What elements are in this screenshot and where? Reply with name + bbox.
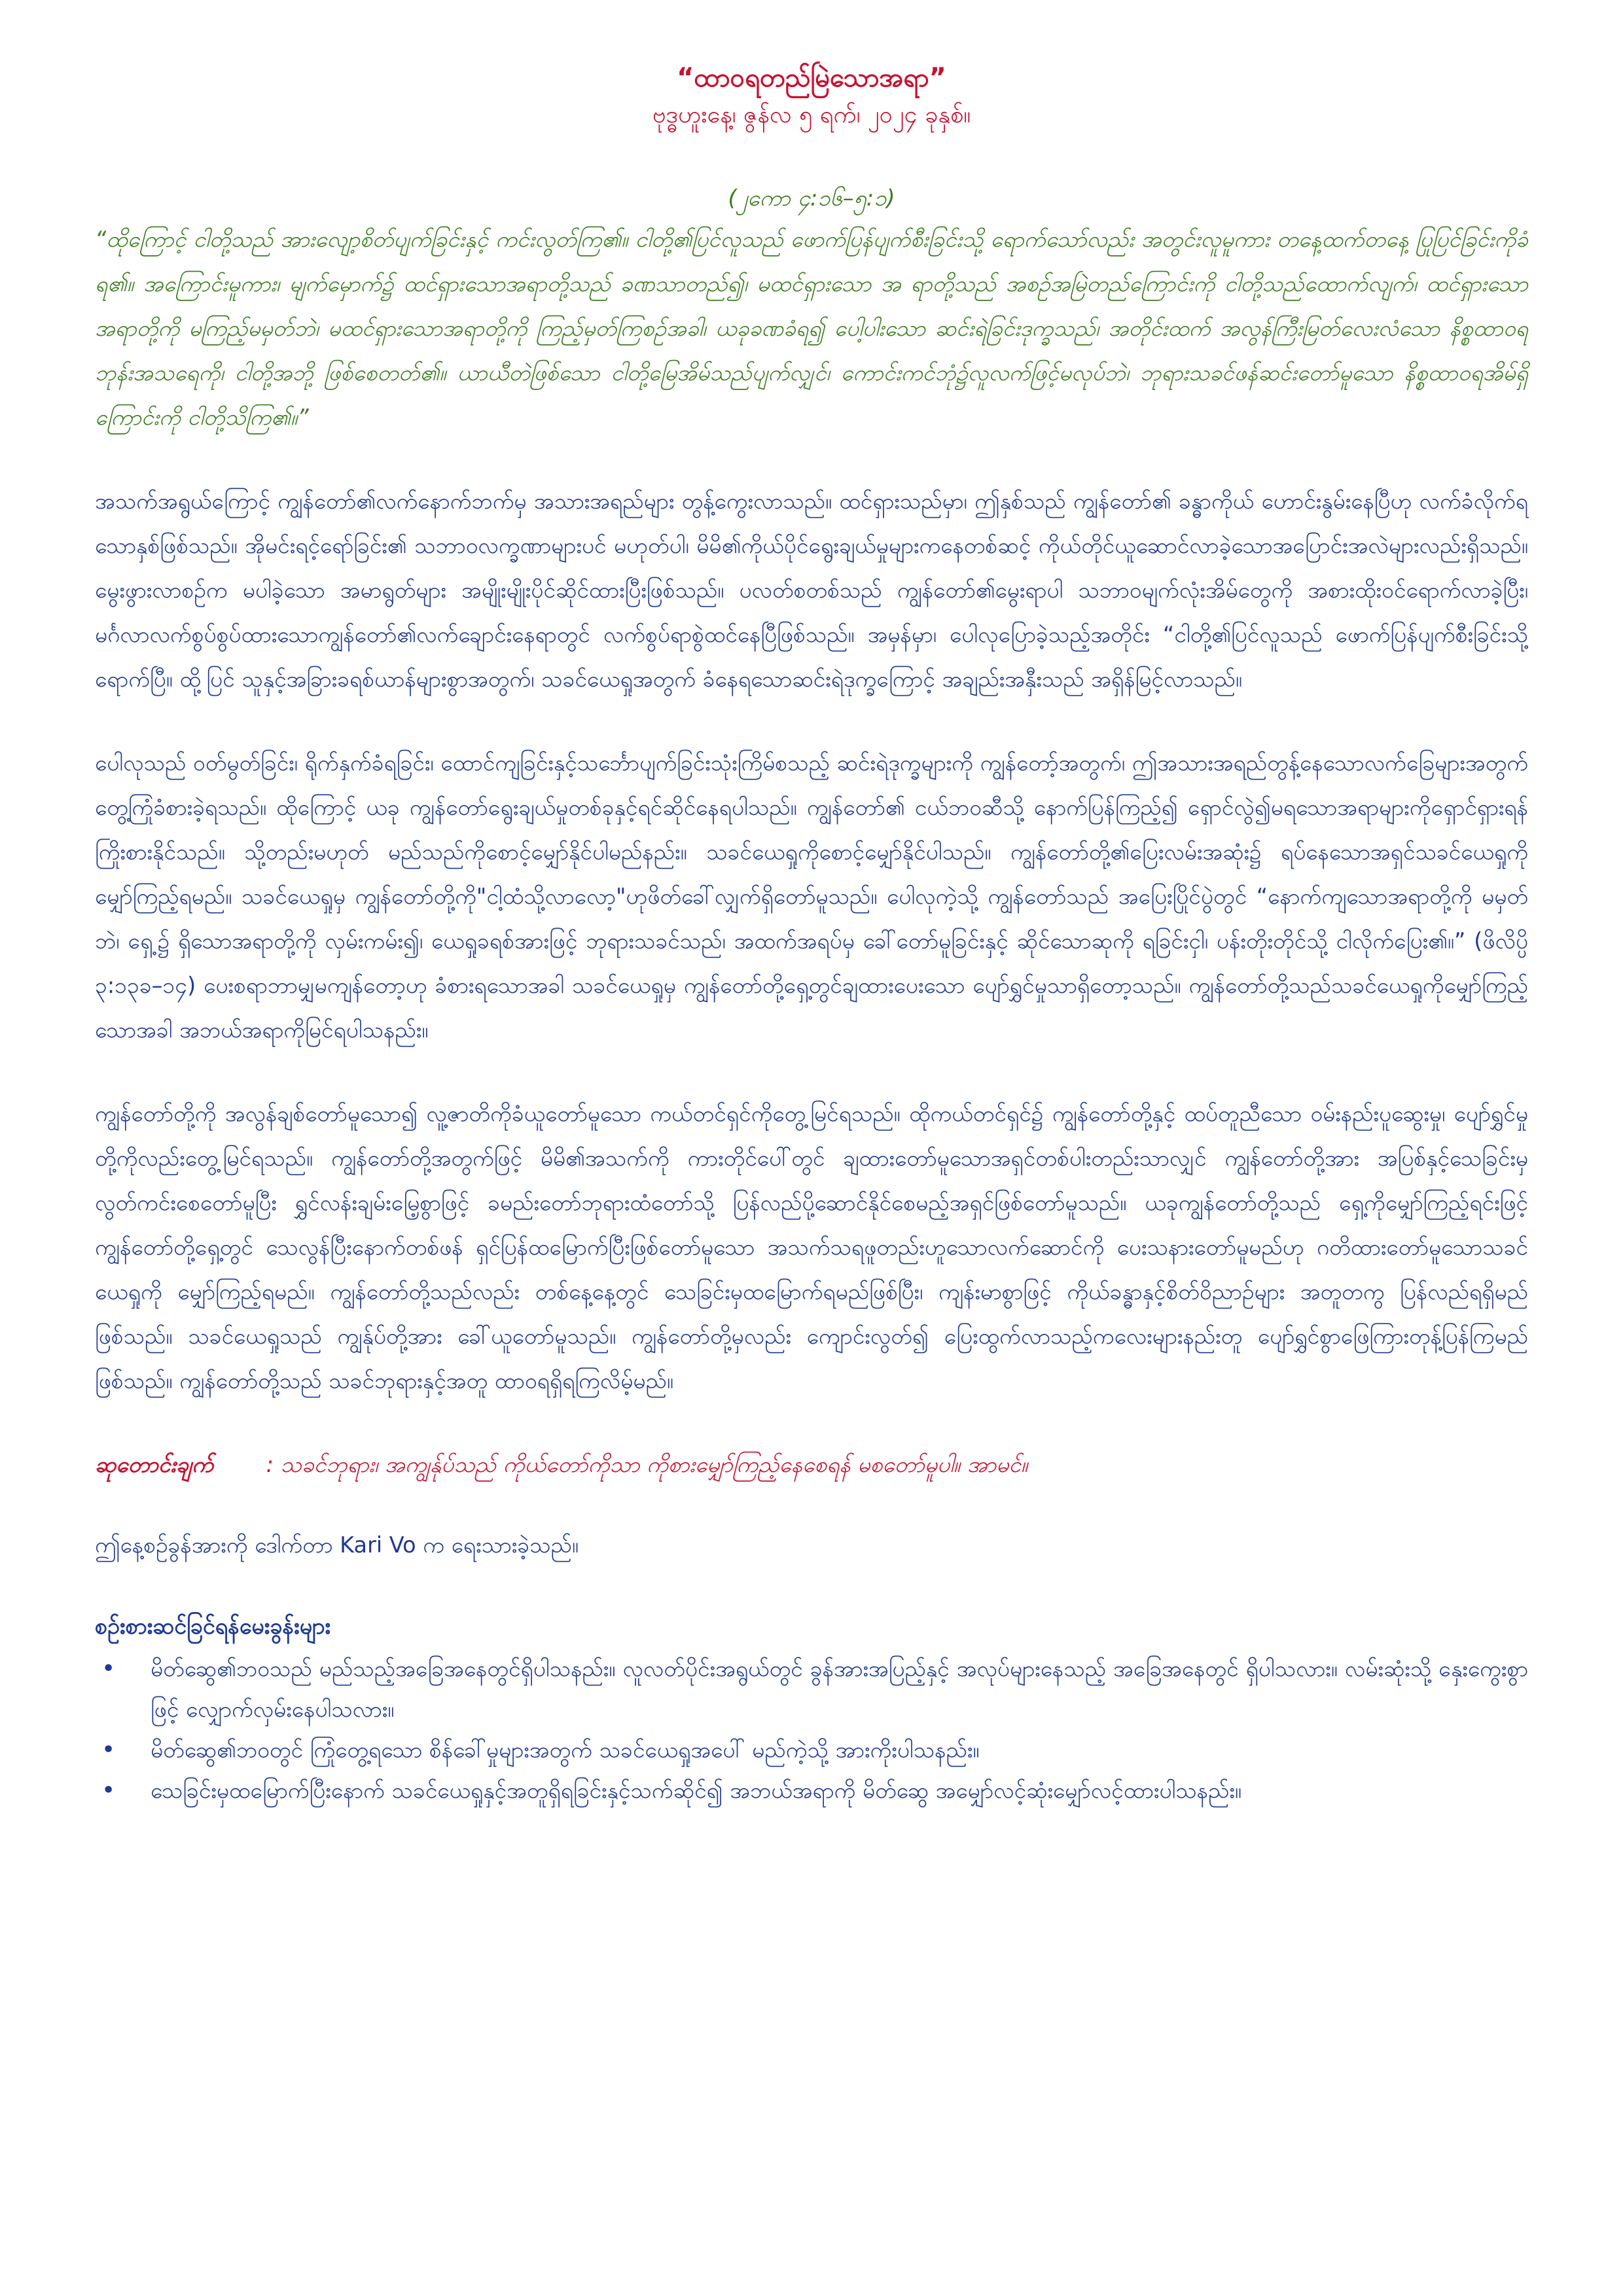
page-date: ဗုဒ္ဓဟူးနေ့၊ ဇွန်လ ၅ ရက်၊ ၂၀၂၄ ခုနှစ်။: [652, 101, 971, 128]
author-credit: ဤနေ့စဉ်ခွန်အားကို ဒေါက်တာ Kari Vo က ရေးသားခဲ့သည်။: [95, 1532, 579, 1558]
prayer: [95, 1443, 1528, 1487]
scripture-text: “ထိုကြောင့် ငါတို့သည် အားလျော့စိတ်ပျက်ခြင်းနှင့် ကင်းလွတ်ကြ၏။ ငါတို့၏ပြင်လူသည် ဖောက်ပြန်ပျက်စီးခြင်းသို့ ရောက်သော်လည်း အတွင်းလူမူကား တနေ့ထက်တနေ့ ပြုပြင်ခြင်းကိုခံရ၏။ အကြောင်းမူကား၊ မျက်မှောက်၌ ထင်ရှားသောအရာတို့သည် ခဏသာတည်၍၊ မထင်ရှားသော အ ရာတို့သည် အစဉ်အမြဲတည်ကြောင်းကို ငါတို့သည်ထောက်လျက်၊ ထင်ရှားသောအရာတို့ကို မကြည့်မမှတ်ဘဲ၊ မထင်ရှားသောအရာတို့ကို ကြည့်မှတ်ကြစဉ်အခါ၊ ယခုခဏခံရ၍ ပေါ့ပါးသော ဆင်းရဲခြင်းဒုက္ခသည်၊ အတိုင်းထက် အလွန်ကြီးမြတ်လေးလံသော နိစ္စထာဝရဘုန်းအသရေကို၊ ငါတို့အဘို့ ဖြစ်စေတတ်၏။ ယာယီတဲဖြစ်သော ငါတို့မြေအိမ်သည်ပျက်လျှင်၊ ကောင်းကင်ဘုံ၌လူလက်ဖြင့်မလုပ်ဘဲ၊ ဘုရားသခင်ဖန်ဆင်းတော်မူသော နိစ္စထာဝရအိမ်ရှိကြောင်းကို ငါတို့သိကြ၏။”: [95, 226, 1528, 430]
scripture-reference: (၂ကော ၄:၁၆–၅:၁): [728, 185, 895, 211]
bullet-icon: •: [101, 1655, 116, 1682]
body-paragraph-2: ပေါလုသည် ဝတ်မွတ်ခြင်း၊ ရိုက်နှက်ခံရခြင်း၊ ထောင်ကျခြင်းနှင့်သင်္ဘောပျက်ခြင်းသုံးကြိမ်စသည့် ဆင်းရဲဒုက္ခများကို ကျွန်တော့်အတွက်၊ ဤအသားအရည်တွန့်နေသောလက်ခြေများအတွက် တွေ့ကြုံခံစားခဲ့ရသည်။ ထိုကြောင့် ယခု ကျွန်တော်ရွေးချယ်မှုတစ်ခုနှင့်ရင်ဆိုင်နေရပါသည်။ ကျွန်တော်၏ ငယ်ဘဝဆီသို့ နောက်ပြန်ကြည့်၍ ရှောင်လွဲ၍မရသောအရာများကိုရှောင်ရှားရန် ကြိုးစားနိုင်သည်။ သို့တည်းမဟုတ် မည်သည်ကိုစောင့်မျှော်နိုင်ပါမည်နည်း။ သခင်ယေရှုကိုစောင့်မျှော်နိုင်ပါသည်။ ကျွန်တော်တို့၏ပြေးလမ်းအဆုံး၌ ရပ်နေသောအရှင်သခင်ယေရှုကိုမျှော်ကြည့်ရမည်။ သခင်ယေရှုမှ ကျွန်တော်တို့ကို"ငါ့ထံသို့လာလော့"ဟုဖိတ်ခေါ်လျှက်ရှိတော်မူသည်။ ပေါလုကဲ့သို့ ကျွန်တော်သည် အပြေးပြိုင်ပွဲတွင် “နောက်ကျသောအရာတို့ကို မမှတ်ဘဲ၊ ရှေ့၌ ရှိသောအရာတို့ကို လှမ်းကမ်း၍၊ ယေရှုခရစ်အားဖြင့် ဘုရားသခင်သည်၊ အထက်အရပ်မှ ခေါ်တော်မူခြင်းနှင့် ဆိုင်သောဆုကို ရခြင်းငှါ၊ ပန်းတိုးတိုင်သို့ ငါလိုက်ပြေး၏။” (ဖိလိပ္ပိ ၃:၁၃ခ–၁၄) ပေးစရာဘာမျှမကျန်တော့ဟု ခံစားရသောအခါ သခင်ယေရှုမှ ကျွန်တော်တို့ရှေ့တွင်ချထားပေးသော ပျော်ရွှင်မှုသာရှိတော့သည်။ ကျွန်တော်တို့သည်သခင်ယေရှုကိုမျှော်ကြည့်သောအခါ အဘယ်အရာကိုမြင်ရပါသနည်း။: [95, 750, 1528, 1043]
list-item: [95, 1770, 1528, 1811]
body-paragraph-3: ကျွန်တော်တို့ကို အလွန်ချစ်တော်မူသော၍ လူ့ဇာတိကိုခံယူတော်မူသော ကယ်တင်ရှင်ကိုတွေ့မြင်ရသည်။ ထိုကယ်တင်ရှင်၌ ကျွန်တော်တို့နှင့် ထပ်တူညီသော ဝမ်းနည်းပူဆွေးမှု၊ ပျော်ရွှင်မှုတို့ကိုလည်းတွေ့မြင်ရသည်။ ကျွန်တော်တို့အတွက်ဖြင့် မိမိ၏အသက်ကို ကားတိုင်ပေါ်တွင် ချထားတော်မူသောအရှင်တစ်ပါးတည်းသာလျှင် ကျွန်တော်တို့အား အပြစ်နှင့်သေခြင်းမှလွတ်ကင်းစေတော်မူပြီး ရွှင်လန်းချမ်းမြေ့စွာဖြင့် ခမည်းတော်ဘုရားထံတော်သို့ ပြန်လည်ပို့ဆောင်နိုင်စေမည့်အရှင်ဖြစ်တော်မူသည်။ ယခုကျွန်တော်တို့သည် ရှေ့ကိုမျှော်ကြည့်ရင်းဖြင့် ကျွန်တော်တို့ရှေ့တွင် သေလွန်ပြီးနောက်တစ်ဖန် ရှင်ပြန်ထမြောက်ပြီးဖြစ်တော်မူသော အသက်သရဖူတည်းဟူသောလက်ဆောင်ကို ပေးသနားတော်မူမည်ဟု ဂတိထားတော်မူသောသခင်ယေရှုကို မျှော်ကြည့်ရမည်။ ကျွန်တော်တို့သည်လည်း တစ်နေ့နေ့တွင် သေခြင်းမှထမြောက်ရမည်ဖြစ်ပြီး၊ ကျန်းမာစွာဖြင့် ကိုယ်ခန္ဓာနှင့်စိတ်ဝိညာဉ်များ အတူတကွ ပြန်လည်ရရှိမည်ဖြစ်သည်။ သခင်ယေရှုသည် ကျွန်ုပ်တို့အား ခေါ်ယူတော်မူသည်။ ကျွန်တော်တို့မှလည်း ကျောင်းလွတ်၍ ပြေးထွက်လာသည့်ကလေးများနည်းတူ ပျော်ရွှင်စွာဖြေကြားတုန့်ပြန်ကြမည်ဖြစ်သည်။ ကျွန်တော်တို့သည် သခင်ဘုရားနှင့်အတူ ထာဝရရှိရကြလိမ့်မည်။: [95, 1101, 1528, 1393]
devotional-page: [95, 59, 1528, 1811]
bullet-icon: •: [101, 1777, 116, 1804]
bullet-icon: •: [101, 1736, 116, 1763]
list-item: [95, 1730, 1528, 1770]
question-text: မိတ်ဆွေ၏ဘဝသည် မည်သည့်အခြေအနေတွင်ရှိပါသနည်း။ လူလတ်ပိုင်းအရွယ်တွင် ခွန်အားအပြည့်နှင့် အလုပ်များနေသည့် အခြေအနေတွင် ရှိပါသလား။ လမ်းဆုံးသို့ နှေးကွေးစွာဖြင့် လျှောက်လှမ်းနေပါသလား။: [151, 1656, 1528, 1722]
prayer-label: ဆုတောင်းချက်: [95, 1452, 213, 1477]
reflection-title: စဉ်းစားဆင်ခြင်ရန်မေးခွန်းများ: [95, 1613, 331, 1640]
question-text: သေခြင်းမှထမြောက်ပြီးနောက် သခင်ယေရှုနှင့်အတူရှိရခြင်းနှင့်သက်ဆိုင်၍ အဘယ်အရာကို မိတ်ဆွေ အမျှော်လင့်ဆုံးမျှော်လင့်ထားပါသနည်း။: [151, 1778, 1242, 1803]
body-paragraph-1: အသက်အရွယ်ကြောင့် ကျွန်တော်၏လက်နောက်ဘက်မှ အသားအရည်များ တွန့်ကွေးလာသည်။ ထင်ရှားသည်မှာ၊ ဤနှစ်သည် ကျွန်တော်၏ ခန္ဓာကိုယ် ဟောင်းနွမ်းနေပြီဟု လက်ခံလိုက်ရသောနှစ်ဖြစ်သည်။ အိုမင်းရင့်ရော်ခြင်း၏ သဘာဝလက္ခဏာများပင် မဟုတ်ပါ၊ မိမိ၏ကိုယ်ပိုင်ရွေးချယ်မှုများကနေတစ်ဆင့် ကိုယ်တိုင်ယူဆောင်လာခဲ့သောအပြောင်းအလဲများလည်းရှိသည်။ မွေးဖွားလာစဉ်က မပါခဲ့သော အမာရွတ်များ အမျိုးမျိုးပိုင်ဆိုင်ထားပြီးဖြစ်သည်။ ပလတ်စတစ်သည် ကျွန်တော်၏မွေးရာပါ သဘာဝမျက်လုံးအိမ်တွေကို အစားထိုးဝင်ရောက်လာခဲ့ပြီး၊ မင်္ဂလာလက်စွပ်စွပ်ထားသောကျွန်တော်၏လက်ချောင်းနေရာတွင် လက်စွပ်ရာစွဲထင်နေပြီဖြစ်သည်။ အမှန်မှာ၊ ပေါလုပြောခဲ့သည့်အတိုင်း “ငါတို့၏ပြင်လူသည် ဖောက်ပြန်ပျက်စီးခြင်းသို့ ရောက်ပြီ။ ထို့ပြင် သူနှင့်အခြားခရစ်ယာန်များစွာအတွက်၊ သခင်ယေရှုအတွက် ခံနေရသောဆင်းရဲဒုက္ခကြောင့် အချည်းအနှီးသည် အရှိန်မြင့်လာသည်။: [95, 488, 1528, 692]
reflection-questions: [95, 1649, 1528, 1811]
prayer-text: : သခင်ဘုရား၊ အကျွန်ုပ်သည် ကိုယ်တော်ကိုသာ ကိုစားမျှော်ကြည့်နေစေရန် မစတော်မူပါ။ အာမင်။: [266, 1452, 1028, 1477]
list-item: [95, 1649, 1528, 1730]
question-text: မိတ်ဆွေ၏ဘဝတွင် ကြုံတွေ့ရသော စိန်ခေါ်မှုများအတွက် သခင်ယေရှုအပေါ် မည်ကဲ့သို့ အားကိုးပါသနည်း။: [151, 1737, 980, 1763]
page-title: “ထာဝရတည်မြဲသောအရာ”: [677, 63, 946, 93]
